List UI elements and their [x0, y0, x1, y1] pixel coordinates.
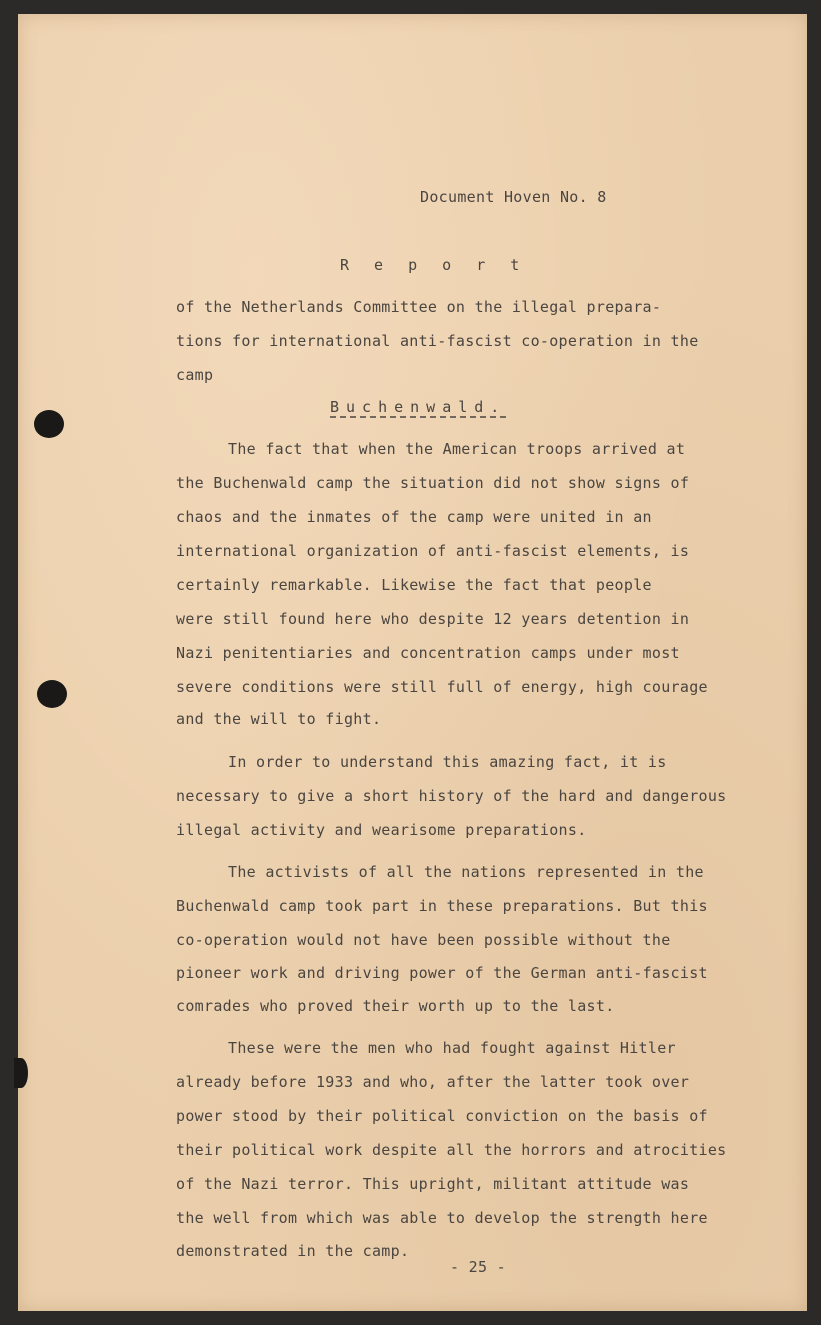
report-title: R e p o r t: [340, 256, 528, 274]
paragraph-line: international organization of anti-fascist elements, is: [176, 542, 690, 560]
paragraph-line: comrades who proved their worth up to the last.: [176, 997, 615, 1015]
punch-hole-middle: [37, 680, 67, 708]
paragraph-line: severe conditions were still full of energy, high courage: [176, 678, 708, 696]
paragraph-line: of the Nazi terror. This upright, militant attitude was: [176, 1175, 690, 1193]
subtitle-line: camp: [176, 366, 214, 384]
paragraph-line: pioneer work and driving power of the German anti-fascist: [176, 964, 708, 982]
paragraph-line: demonstrated in the camp.: [176, 1242, 410, 1260]
camp-name-heading: Buchenwald.: [330, 398, 507, 416]
paragraph-line: illegal activity and wearisome preparations.: [176, 821, 587, 839]
page-number: - 25 -: [450, 1258, 506, 1276]
paragraph-line: co-operation would not have been possible without the: [176, 931, 671, 949]
punch-hole-top: [34, 410, 64, 438]
paragraph-line: the Buchenwald camp the situation did not show signs of: [176, 474, 690, 492]
document-reference: Document Hoven No. 8: [420, 188, 607, 206]
paragraph-line: necessary to give a short history of the hard and dangerous: [176, 787, 727, 805]
paragraph-line: power stood by their political conviction on the basis of: [176, 1107, 708, 1125]
paragraph-line: The fact that when the American troops arrived at: [228, 440, 686, 458]
paragraph-line: chaos and the inmates of the camp were united in an: [176, 508, 652, 526]
subtitle-line: tions for international anti-fascist co-operation in the: [176, 332, 699, 350]
paragraph-line: Buchenwald camp took part in these preparations. But this: [176, 897, 708, 915]
subtitle-line: of the Netherlands Committee on the illegal prepara-: [176, 298, 662, 316]
paragraph-line: certainly remarkable. Likewise the fact that people: [176, 576, 652, 594]
punch-hole-edge: [14, 1058, 28, 1088]
paragraph-line: the well from which was able to develop the strength here: [176, 1209, 708, 1227]
paragraph-line: These were the men who had fought against Hitler: [228, 1039, 676, 1057]
paragraph-line: were still found here who despite 12 years detention in: [176, 610, 690, 628]
paragraph-line: The activists of all the nations represented in the: [228, 863, 704, 881]
paragraph-line: In order to understand this amazing fact, it is: [228, 753, 667, 771]
paragraph-line: already before 1933 and who, after the latter took over: [176, 1073, 690, 1091]
paragraph-line: their political work despite all the horrors and atrocities: [176, 1141, 727, 1159]
paragraph-line: Nazi penitentiaries and concentration camps under most: [176, 644, 680, 662]
paragraph-line: and the will to fight.: [176, 710, 382, 728]
